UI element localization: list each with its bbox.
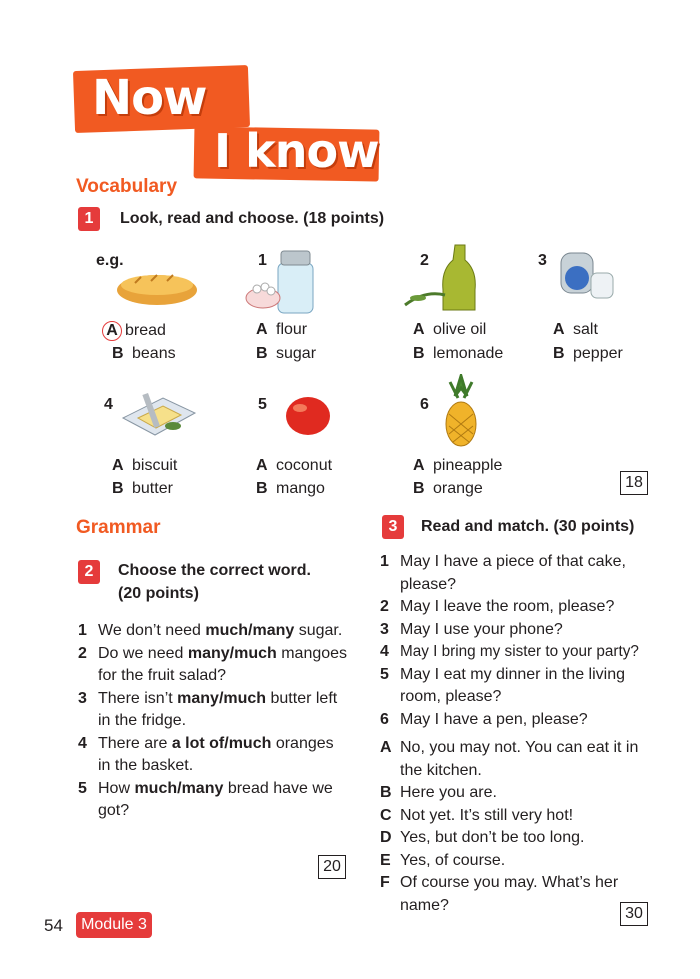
- item-text: bread have we got?: [98, 779, 333, 819]
- option-text: flour: [276, 321, 308, 338]
- item-text: There isn’t: [98, 689, 178, 707]
- option-3-b: [553, 345, 623, 363]
- olive-oil-icon: [403, 240, 483, 315]
- option-letter: B: [256, 345, 268, 362]
- exercise-2-instruction: Choose the correct word.: [118, 562, 311, 579]
- item-number: 5: [78, 779, 87, 797]
- word-choice: many/much: [187, 644, 277, 662]
- module-badge: Module 3: [76, 912, 152, 938]
- item-number: 3: [380, 620, 389, 638]
- item-number: 5: [380, 665, 389, 683]
- item-label-3: 3: [538, 252, 547, 269]
- question-2: [380, 596, 655, 619]
- item-number: 1: [380, 553, 389, 570]
- item-text: May I use your phone?: [400, 620, 563, 638]
- item-text: There are: [98, 734, 172, 752]
- answer-a: [380, 737, 655, 782]
- score-box-30: 30: [620, 902, 648, 926]
- item-label-eg: e.g.: [96, 252, 124, 269]
- item-text: No, you may not. You can eat it in the kitchen.: [400, 739, 639, 779]
- item-text: Yes, but don’t be too long.: [400, 829, 585, 846]
- option-letter: B: [256, 480, 268, 497]
- answer-d: [380, 827, 655, 850]
- option-2-a: [413, 321, 486, 339]
- item-label-6: 6: [420, 396, 429, 413]
- item-number: 6: [380, 710, 389, 728]
- item-text: Of course you may. What’s her name?: [400, 874, 619, 914]
- item-label-4: 4: [104, 396, 113, 413]
- item-text: May I eat my dinner in the living room, please?: [400, 665, 625, 705]
- option-3-a: [553, 321, 598, 339]
- grammar-item-3: [78, 688, 350, 733]
- option-1-a: [256, 321, 307, 339]
- bread-icon: [115, 265, 200, 310]
- item-text: sugar.: [294, 622, 343, 639]
- exercise-3-badge: 3: [382, 515, 404, 539]
- grammar-item-5: [78, 778, 350, 823]
- title-banner: [74, 58, 379, 178]
- item-text: May I bring my sister to your party?: [400, 643, 639, 660]
- circled-answer: A: [102, 321, 122, 341]
- word-choice: much/many: [134, 779, 224, 797]
- word-choice: many/much: [177, 689, 267, 707]
- item-number: 2: [78, 644, 87, 662]
- item-letter: B: [380, 784, 392, 801]
- option-text: salt: [573, 321, 598, 338]
- question-5: [380, 664, 655, 709]
- item-letter: D: [380, 829, 392, 846]
- option-text: beans: [132, 345, 176, 362]
- grammar-item-1: [78, 620, 350, 643]
- item-number: 2: [380, 598, 389, 615]
- score-box-18: 18: [620, 471, 648, 495]
- option-eg-a: [106, 321, 166, 341]
- question-6: [380, 709, 655, 732]
- option-text: lemonade: [433, 345, 504, 362]
- grammar-item-4: [78, 733, 350, 778]
- salt-pepper-icon: [553, 238, 621, 308]
- answer-e: [380, 850, 655, 873]
- option-text: mango: [276, 480, 325, 497]
- option-text: pineapple: [433, 457, 503, 474]
- option-letter: A: [413, 321, 425, 338]
- item-text: May I have a piece of that cake, please?: [400, 553, 626, 593]
- option-letter: A: [256, 321, 268, 338]
- item-text: Here you are.: [400, 784, 497, 801]
- question-4: [380, 641, 655, 664]
- question-3: [380, 619, 655, 642]
- option-letter: B: [413, 480, 425, 497]
- item-label-5: 5: [258, 396, 267, 413]
- questions-list: [380, 551, 655, 917]
- item-text: Not yet. It’s still very hot!: [400, 806, 574, 824]
- option-text: butter: [132, 480, 173, 497]
- grammar-list: [78, 620, 350, 823]
- exercise-1-badge: 1: [78, 207, 100, 231]
- item-text: How: [98, 779, 135, 797]
- mango-icon: [283, 393, 333, 438]
- answer-b: [380, 782, 655, 805]
- option-1-b: [256, 345, 316, 363]
- option-6-b: [413, 480, 483, 498]
- exercise-2-badge: 2: [78, 560, 100, 584]
- option-text: pepper: [573, 345, 623, 362]
- item-letter: C: [380, 806, 392, 824]
- item-letter: A: [380, 739, 392, 756]
- exercise-1-instruction: Look, read and choose. (18 points): [120, 210, 385, 227]
- item-text: We don’t need: [98, 622, 206, 639]
- butter-icon: [118, 388, 198, 446]
- option-letter: A: [112, 457, 124, 474]
- option-eg-b: [112, 345, 176, 363]
- title-line2: I know: [214, 124, 379, 178]
- item-number: 4: [78, 734, 87, 752]
- option-5-a: [256, 457, 332, 475]
- option-2-b: [413, 345, 503, 363]
- option-letter: B: [112, 480, 124, 497]
- grammar-item-2: [78, 643, 350, 688]
- option-6-a: [413, 457, 502, 475]
- item-text: May I leave the room, please?: [400, 598, 615, 615]
- title-line1: Now: [92, 70, 207, 126]
- option-4-a: [112, 457, 177, 475]
- item-number: 1: [78, 622, 87, 639]
- option-text: biscuit: [132, 457, 178, 474]
- option-letter: B: [112, 345, 124, 362]
- item-text: May I have a pen, please?: [400, 710, 588, 728]
- option-letter: B: [413, 345, 425, 362]
- word-choice: a lot of/much: [171, 734, 272, 752]
- pineapple-icon: [440, 374, 482, 449]
- option-5-b: [256, 480, 325, 498]
- option-letter: A: [413, 457, 425, 474]
- item-letter: E: [380, 851, 391, 869]
- option-text: orange: [433, 480, 483, 497]
- option-letter: A: [256, 457, 268, 474]
- page-number: 54: [44, 916, 63, 935]
- option-letter: B: [553, 345, 565, 362]
- item-text: mangoes for the fruit salad?: [98, 644, 348, 684]
- item-label-1: 1: [258, 252, 267, 269]
- question-1: [380, 551, 655, 596]
- option-text: bread: [125, 322, 166, 339]
- option-text: coconut: [276, 457, 333, 474]
- exercise-3-instruction: Read and match. (30 points): [421, 518, 635, 535]
- option-letter: A: [553, 321, 565, 338]
- item-text: oranges in the basket.: [98, 734, 334, 774]
- option-4-b: [112, 480, 173, 498]
- item-label-2: 2: [420, 252, 429, 269]
- answer-f: [380, 872, 655, 917]
- item-text: Do we need: [98, 644, 188, 662]
- vocabulary-heading: Vocabulary: [76, 176, 178, 197]
- item-number: 4: [380, 643, 389, 660]
- score-box-20: 20: [318, 855, 346, 879]
- item-text: butter left in the fridge.: [98, 689, 338, 729]
- option-text: sugar: [276, 345, 317, 362]
- word-choice: much/many: [205, 622, 295, 639]
- item-number: 3: [78, 689, 87, 707]
- exercise-2-points: (20 points): [118, 585, 199, 602]
- item-text: Yes, of course.: [400, 851, 506, 869]
- answer-c: [380, 805, 655, 828]
- grammar-heading: Grammar: [76, 517, 161, 538]
- sugar-bowl-icon: [243, 243, 323, 318]
- option-text: olive oil: [433, 321, 487, 338]
- item-letter: F: [380, 874, 390, 891]
